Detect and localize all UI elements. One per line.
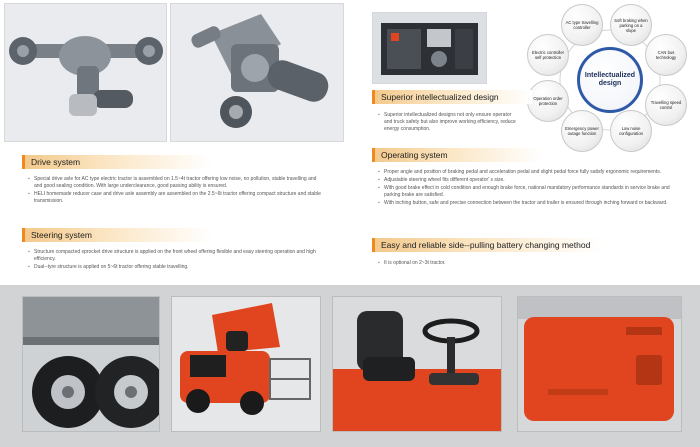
operator-seat-illustration [333, 297, 501, 431]
diagram-node-travel-speed: Travelling speed control [645, 84, 687, 126]
operating-system-title: Operating system [381, 150, 448, 160]
intellectualized-diagram [525, 4, 700, 152]
drive-bullet-1: ▪ Special drive axle for AC type electric tractor is assembled on 1.5~4t tractor offering low noise, no pollution, stable travelling and and good sealing condition. With large underclearance, good passing ability is ensured. [28, 176, 324, 190]
rear-body-illustration [518, 297, 681, 431]
wheels-illustration [23, 297, 159, 431]
diagram-node-low-noise: Low noise configuration [610, 110, 652, 152]
steering-bullet-2: ▪ Dual--tyre structure is applied on 5~6t tractor offering stable travelling. [28, 264, 324, 271]
drive-axle-photo [4, 3, 167, 142]
steering-bullet-1: ▪ Structure compacted sprocket drive structure is applied on the front wheel offering flexible and easy steering operation and high efficiency. [28, 249, 324, 263]
operating-system-header [372, 148, 542, 162]
diagram-node-power-outage: Emergency power outage function [561, 110, 603, 152]
operating-bullet-1: ▪ Proper angle and position of braking pedal and acceleration pedal and slight pedal force fully satisfy ergonomic requirements. [378, 169, 674, 176]
operating-bullet-2: ▪ Adjustable steering wheel fits different operator' s size. [378, 177, 674, 184]
operating-system-bullets [378, 169, 674, 208]
battery-tractor-photo [171, 296, 321, 432]
wheels-photo [22, 296, 160, 432]
drive-system-title: Drive system [31, 157, 81, 167]
battery-tractor-illustration [172, 297, 320, 431]
controller-photo [372, 12, 487, 84]
diagram-center: Intellectualized design [577, 47, 643, 113]
operator-seat-photo [332, 296, 502, 432]
battery-changing-bullets [378, 260, 578, 268]
diagram-node-can-bus: CAN bus technology [645, 34, 687, 76]
steering-system-bullets [28, 249, 324, 272]
diagram-node-ac-controller: AC type travelling controller [561, 4, 603, 46]
drive-bullet-2: ▪ HELI homemade reducer case and drive axle assembly are assembled on the 2.5~6t tractor offering compact structure and stable transmission. [28, 191, 324, 205]
drive-axle-illustration [5, 4, 166, 141]
operating-bullet-4: ▪ With inching button, safe and precise connection between the tractor and trailer is ensured through inching forward or backward. [378, 200, 674, 207]
steering-system-title: Steering system [31, 230, 92, 240]
drive-system-header [22, 155, 212, 169]
superior-design-title: Superior intellectualized design [381, 92, 499, 102]
battery-bullet-1: ▪ It is optional on 2~3t tractor. [378, 260, 578, 267]
superior-bullet-1: ▪ Superior intellectualized designs not only ensure operator and truck safety but also improve working efficiency, reduce energy consumption. [378, 112, 518, 133]
reducer-case-photo [170, 3, 344, 142]
drive-system-bullets [28, 176, 324, 206]
superior-design-header [372, 90, 532, 104]
superior-design-bullets [378, 112, 518, 134]
operating-bullet-3: ▪ With good brake effect in cold condition and enough brake force, national mandatory performance standards in service brake and parking brake are satisfied. [378, 185, 674, 199]
battery-changing-header [372, 238, 602, 252]
controller-illustration [373, 13, 486, 83]
rear-body-photo [517, 296, 682, 432]
diagram-node-self-protection: Electric controller self protection [527, 34, 569, 76]
diagram-node-order-protection: Operation order protection [527, 80, 569, 122]
steering-system-header [22, 228, 212, 242]
reducer-case-illustration [171, 4, 343, 141]
battery-changing-title: Easy and reliable side--pulling battery changing method [381, 240, 591, 250]
diagram-node-soft-braking: Soft braking when parking on a slope [610, 4, 652, 46]
